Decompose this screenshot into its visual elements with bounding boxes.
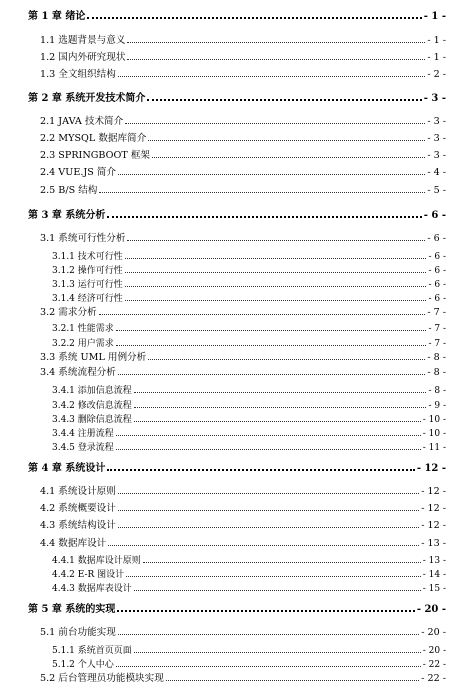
toc-entry-title: 第 5 章 系统的实现 xyxy=(28,604,116,615)
toc-entry-page: - 15 - xyxy=(422,584,446,594)
toc-entry-page: - 14 - xyxy=(422,570,446,580)
toc-entry-page: - 22 - xyxy=(422,660,446,670)
toc-entry[interactable] xyxy=(0,347,460,363)
toc-entry-title: 3.4.1 添加信息流程 xyxy=(52,386,132,396)
toc-dot-leader xyxy=(147,99,421,101)
toc-entry[interactable] xyxy=(0,515,460,531)
toc-entry-title: 3.3 系统 UML 用例分析 xyxy=(40,352,147,363)
toc-entry-page: - 6 - xyxy=(428,252,446,262)
toc-dot-leader xyxy=(99,314,426,315)
toc-entry-title: 第 3 章 系统分析 xyxy=(28,210,106,221)
toc-dot-leader xyxy=(127,42,425,43)
toc-entry-title: 2.2 MYSQL 数据库简介 xyxy=(40,133,147,144)
toc-entry-title: 5.2 后台管理员功能模块实现 xyxy=(40,673,164,684)
toc-entry[interactable] xyxy=(0,128,460,144)
toc-entry[interactable] xyxy=(0,162,460,178)
toc-dot-leader xyxy=(148,359,425,360)
toc-entry-title: 5.1.1 系统首页页面 xyxy=(52,646,132,656)
toc-entry-title: 3.2.2 用户需求 xyxy=(52,339,114,349)
toc-entry-page: - 6 - xyxy=(427,233,446,244)
toc-entry-title: 3.4.3 删除信息流程 xyxy=(52,415,132,425)
toc-entry[interactable] xyxy=(0,145,460,161)
toc-dot-leader xyxy=(116,449,421,450)
toc-dot-leader xyxy=(116,435,421,436)
toc-dot-leader xyxy=(125,272,427,273)
toc-entry-title: 2.1 JAVA 技术简介 xyxy=(40,116,124,127)
toc-entry-page: - 2 - xyxy=(427,69,446,80)
toc-entry-page: - 10 - xyxy=(422,429,446,439)
toc-dot-leader xyxy=(118,634,419,635)
toc-entry-title: 3.1 系统可行性分析 xyxy=(40,233,126,244)
toc-dot-leader xyxy=(143,562,421,563)
toc-dot-leader xyxy=(148,140,425,141)
toc-entry-title: 3.1.4 经济可行性 xyxy=(52,294,123,304)
toc-dot-leader xyxy=(134,421,421,422)
toc-entry-page: - 6 - xyxy=(428,294,446,304)
toc-entry[interactable] xyxy=(0,458,460,474)
toc-dot-leader xyxy=(166,680,419,681)
toc-dot-leader xyxy=(118,493,419,494)
toc-entry-page: - 1 - xyxy=(427,35,446,46)
toc-entry-page: - 9 - xyxy=(428,401,446,411)
toc-dot-leader xyxy=(152,157,425,158)
toc-entry-title: 第 1 章 绪论 xyxy=(28,11,86,22)
toc-entry-title: 3.4.4 注册流程 xyxy=(52,429,114,439)
toc-entry[interactable] xyxy=(0,437,460,453)
toc-entry[interactable] xyxy=(0,30,460,46)
toc-dot-leader xyxy=(117,610,414,612)
toc-dot-leader xyxy=(134,407,427,408)
toc-entry-page: - 8 - xyxy=(428,386,446,396)
toc-entry-title: 3.4.2 修改信息流程 xyxy=(52,401,132,411)
toc-entry[interactable] xyxy=(0,533,460,549)
toc-entry-title: 4.4.3 数据库表设计 xyxy=(52,584,132,594)
toc-entry-page: - 12 - xyxy=(421,520,446,531)
toc-entry[interactable] xyxy=(0,668,460,684)
toc-dot-leader xyxy=(87,17,421,19)
toc-entry-title: 3.1.3 运行可行性 xyxy=(52,280,123,290)
toc-entry-page: - 3 - xyxy=(427,150,446,161)
toc-entry-title: 3.4 系统流程分析 xyxy=(40,367,116,378)
toc-entry-title: 4.4.2 E-R 图设计 xyxy=(52,570,125,580)
toc-entry[interactable] xyxy=(0,498,460,514)
toc-entry-title: 第 4 章 系统设计 xyxy=(28,463,106,474)
toc-dot-leader xyxy=(118,374,425,375)
toc-entry[interactable] xyxy=(0,228,460,244)
toc-dot-leader xyxy=(116,330,427,331)
toc-entry-title: 3.4.5 登录流程 xyxy=(52,443,114,453)
toc-entry-title: 2.5 B/S 结构 xyxy=(40,185,98,196)
toc-entry-title: 第 2 章 系统开发技术简介 xyxy=(28,93,146,104)
toc-entry-page: - 12 - xyxy=(421,486,446,497)
toc-dot-leader xyxy=(134,392,427,393)
toc-entry-page: - 12 - xyxy=(416,463,446,474)
toc-dot-leader xyxy=(118,510,419,511)
toc-entry-page: - 20 - xyxy=(421,627,446,638)
toc-dot-leader xyxy=(125,286,427,287)
toc-entry[interactable] xyxy=(0,318,460,334)
toc-entry[interactable] xyxy=(0,180,460,196)
toc-dot-leader xyxy=(118,76,425,77)
toc-dot-leader xyxy=(127,59,425,60)
toc-dot-leader xyxy=(126,576,421,577)
toc-entry[interactable] xyxy=(0,47,460,63)
toc-entry-page: - 13 - xyxy=(422,556,446,566)
toc-entry-title: 2.3 SPRINGBOOT 框架 xyxy=(40,150,151,161)
toc-entry-page: - 5 - xyxy=(427,185,446,196)
toc-entry-page: - 13 - xyxy=(421,538,446,549)
toc-entry[interactable] xyxy=(0,481,460,497)
toc-entry[interactable] xyxy=(0,578,460,594)
toc-entry-page: - 20 - xyxy=(422,646,446,656)
toc-dot-leader xyxy=(107,469,414,471)
toc-entry-page: - 1 - xyxy=(423,11,446,22)
toc-dot-leader xyxy=(125,123,425,124)
toc-dot-leader xyxy=(134,590,421,591)
toc-entry-page: - 7 - xyxy=(427,307,446,318)
toc-entry-page: - 6 - xyxy=(428,266,446,276)
toc-entry-title: 3.2 需求分析 xyxy=(40,307,97,318)
toc-entry-title: 4.4 数据库设计 xyxy=(40,538,107,549)
toc-dot-leader xyxy=(107,216,421,218)
toc-dot-leader xyxy=(118,527,419,528)
toc-dot-leader xyxy=(99,192,425,193)
toc-entry-page: - 8 - xyxy=(427,352,446,363)
toc-dot-leader xyxy=(127,240,425,241)
toc-entry-page: - 6 - xyxy=(423,210,446,221)
toc-dot-leader xyxy=(125,258,427,259)
toc-entry[interactable] xyxy=(0,111,460,127)
toc-entry-page: - 4 - xyxy=(427,167,446,178)
toc-entry-title: 4.4.1 数据库设计原则 xyxy=(52,556,141,566)
toc-entry-title: 4.3 系统结构设计 xyxy=(40,520,116,531)
toc-entry-title: 3.1.1 技术可行性 xyxy=(52,252,123,262)
toc-entry-page: - 10 - xyxy=(422,415,446,425)
toc-entry-page: - 3 - xyxy=(423,93,446,104)
toc-entry-title: 5.1.2 个人中心 xyxy=(52,660,114,670)
toc-entry[interactable] xyxy=(0,302,460,318)
toc-entry[interactable] xyxy=(0,205,460,221)
toc-entry-page: - 20 - xyxy=(416,604,446,615)
toc-entry-title: 3.2.1 性能需求 xyxy=(52,324,114,334)
toc-entry-page: - 12 - xyxy=(421,503,446,514)
toc-entry-page: - 7 - xyxy=(428,339,446,349)
toc-entry[interactable] xyxy=(0,622,460,638)
toc-entry-page: - 1 - xyxy=(427,52,446,63)
toc-entry-title: 1.2 国内外研究现状 xyxy=(40,52,126,63)
toc-entry-page: - 11 - xyxy=(422,443,446,453)
toc-entry[interactable] xyxy=(0,64,460,80)
toc-entry[interactable] xyxy=(0,380,460,396)
toc-entry-page: - 8 - xyxy=(427,367,446,378)
toc-dot-leader xyxy=(108,545,419,546)
toc-dot-leader xyxy=(134,652,421,653)
toc-dot-leader xyxy=(116,666,421,667)
toc-entry[interactable] xyxy=(0,88,460,104)
toc-entry-page: - 7 - xyxy=(428,324,446,334)
toc-entry[interactable] xyxy=(0,362,460,378)
toc-entry-title: 2.4 VUE.JS 简介 xyxy=(40,167,117,178)
toc-dot-leader xyxy=(118,174,425,175)
toc-entry-title: 4.2 系统概要设计 xyxy=(40,503,116,514)
toc-entry[interactable] xyxy=(0,599,460,615)
toc-entry-page: - 3 - xyxy=(427,116,446,127)
toc-dot-leader xyxy=(125,300,427,301)
toc-entry-page: - 22 - xyxy=(421,673,446,684)
toc-entry-title: 1.3 全文组织结构 xyxy=(40,69,116,80)
toc-entry-page: - 3 - xyxy=(427,133,446,144)
toc-entry-title: 5.1 前台功能实现 xyxy=(40,627,116,638)
toc-entry[interactable] xyxy=(0,6,460,22)
toc-entry-title: 1.1 选题背景与意义 xyxy=(40,35,126,46)
toc-entry-title: 3.1.2 操作可行性 xyxy=(52,266,123,276)
toc-entry-page: - 6 - xyxy=(428,280,446,290)
toc-entry-title: 4.1 系统设计原则 xyxy=(40,486,116,497)
toc-dot-leader xyxy=(116,345,427,346)
